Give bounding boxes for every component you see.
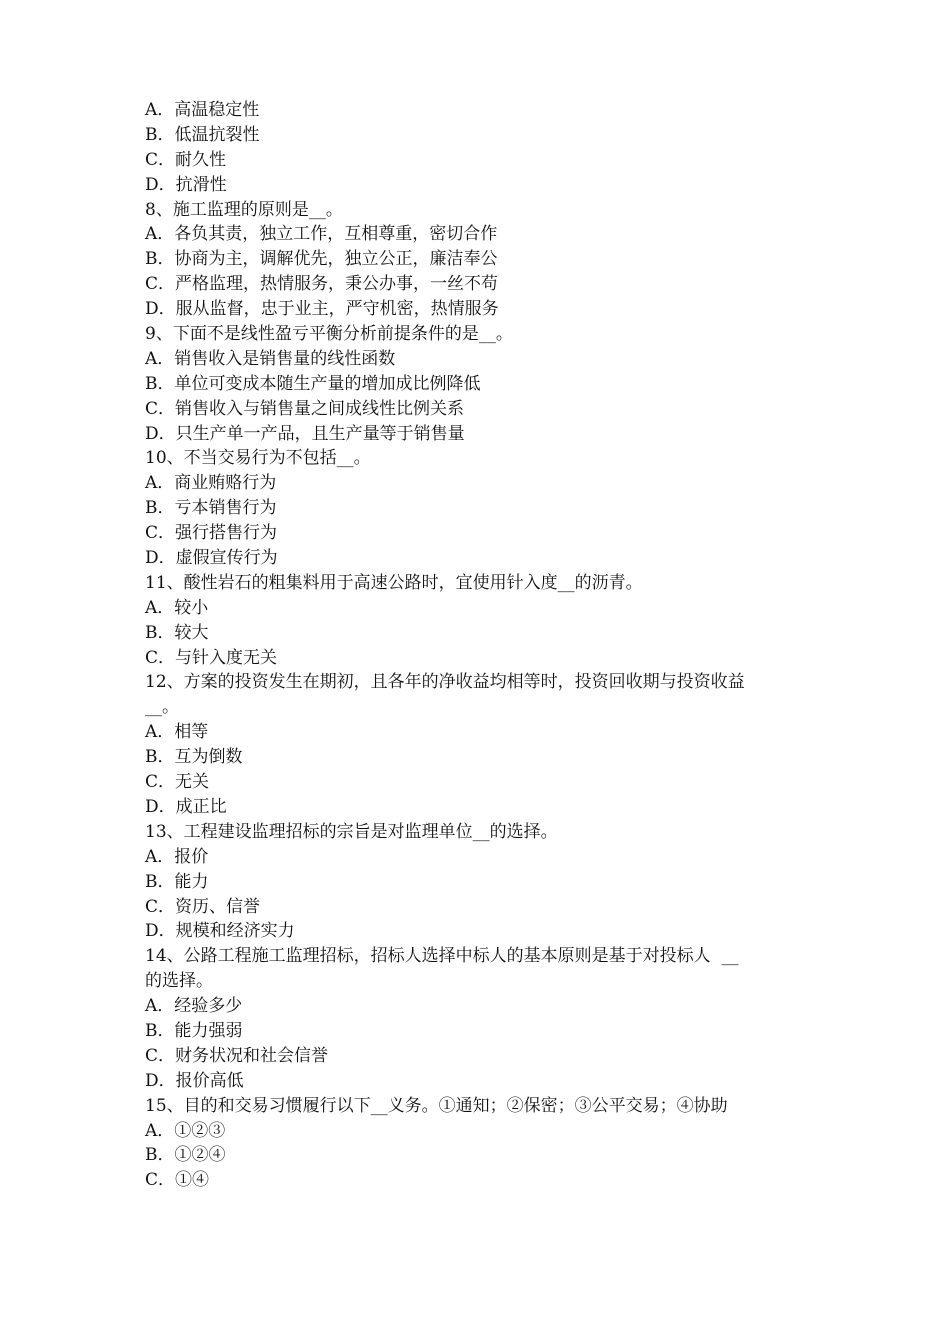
option-line: C．财务状况和社会信誉 <box>145 1045 329 1066</box>
question-line: 12、方案的投资发生在期初，且各年的净收益均相等时，投资回收期与投资收益 <box>145 672 745 693</box>
option-line: A．较小 <box>145 597 209 618</box>
option-line: B．①②④ <box>145 1145 226 1166</box>
option-line: C．销售收入与销售量之间成线性比例关系 <box>145 398 465 419</box>
option-line: A．销售收入是销售量的线性函数 <box>145 348 396 369</box>
question-line: 8、施工监理的原则是__。 <box>145 199 343 220</box>
option-line: A．各负其责，独立工作，互相尊重，密切合作 <box>145 224 498 245</box>
question-line: 10、不当交易行为不包括__。 <box>145 448 371 469</box>
option-line: D．服从监督，忠于业主，严守机密，热情服务 <box>145 299 499 320</box>
option-line: A．①②③ <box>145 1120 226 1141</box>
document-page <box>145 98 815 1193</box>
question-line: 的选择。 <box>145 971 213 992</box>
option-line: B．亏本销售行为 <box>145 498 277 519</box>
option-line: C．耐久性 <box>145 149 227 170</box>
option-line: D．抗滑性 <box>145 174 227 195</box>
option-line: D．报价高低 <box>145 1070 244 1091</box>
option-line: A．相等 <box>145 722 209 743</box>
option-line: B．能力强弱 <box>145 1020 243 1041</box>
option-line: D．成正比 <box>145 796 227 817</box>
question-line: 13、工程建设监理招标的宗旨是对监理单位__的选择。 <box>145 821 558 842</box>
option-line: B．互为倒数 <box>145 747 243 768</box>
option-line: A．商业贿赂行为 <box>145 473 277 494</box>
option-line: A．经验多少 <box>145 996 243 1017</box>
option-line: C．严格监理，热情服务，秉公办事，一丝不苟 <box>145 274 499 295</box>
question-line: 15、目的和交易习惯履行以下__义务。①通知；②保密；③公平交易；④协助 <box>145 1095 728 1116</box>
option-line: D．只生产单一产品，且生产量等于销售量 <box>145 423 465 444</box>
option-line: D．虚假宣传行为 <box>145 548 278 569</box>
option-line: C．强行搭售行为 <box>145 523 278 544</box>
question-line: 14、公路工程施工监理招标，招标人选择中标人的基本原则是基于对投标人 __ <box>145 946 739 967</box>
option-line: A．高温稳定性 <box>145 100 260 120</box>
question-line: __。 <box>145 697 179 718</box>
option-line: C．①④ <box>145 1170 210 1191</box>
option-line: B．能力 <box>145 871 209 892</box>
option-line: C．与针入度无关 <box>145 647 278 668</box>
option-line: D．规模和经济实力 <box>145 921 295 942</box>
option-line: A．报价 <box>145 846 209 867</box>
option-line: C．无关 <box>145 772 210 793</box>
question-line: 11、酸性岩石的粗集料用于高速公路时，宜使用针入度__的沥青。 <box>145 572 643 593</box>
option-line: C．资历、信誉 <box>145 896 261 917</box>
option-line: B．低温抗裂性 <box>145 124 260 145</box>
option-line: B．较大 <box>145 622 209 643</box>
option-line: B．协商为主，调解优先，独立公正，廉洁奉公 <box>145 249 498 270</box>
question-line: 9、下面不是线性盈亏平衡分析前提条件的是__。 <box>145 324 513 345</box>
option-line: B．单位可变成本随生产量的增加成比例降低 <box>145 373 481 394</box>
